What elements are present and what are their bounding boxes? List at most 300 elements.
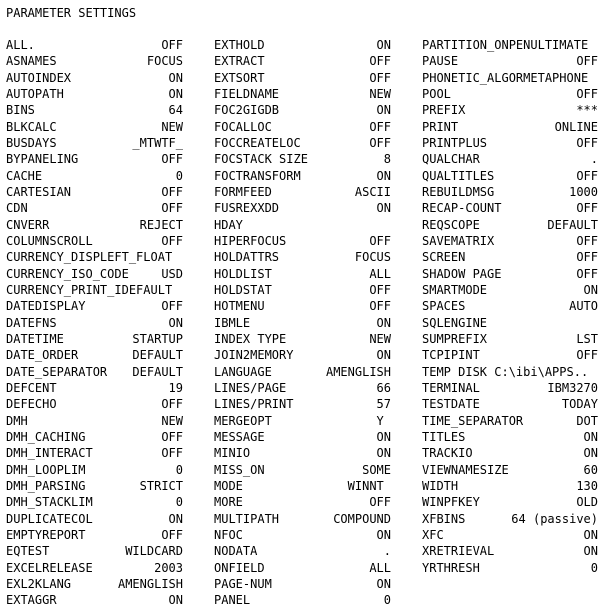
setting-name: DMH_INTERACT bbox=[6, 446, 93, 461]
setting-row bbox=[6, 298, 183, 314]
setting-row bbox=[214, 184, 391, 200]
setting-name: MORE bbox=[214, 495, 243, 510]
setting-row bbox=[214, 102, 391, 118]
page-title: PARAMETER SETTINGS bbox=[6, 6, 137, 20]
setting-name: TRACKIO bbox=[422, 446, 473, 461]
setting-value: FOCUS bbox=[146, 54, 183, 69]
setting-row bbox=[6, 576, 183, 592]
setting-name: INDEX TYPE bbox=[214, 331, 287, 346]
setting-row bbox=[214, 576, 391, 592]
setting-value: OFF bbox=[161, 233, 183, 248]
setting-value: 19 bbox=[168, 380, 183, 395]
setting-row bbox=[214, 249, 391, 265]
setting-value: ON bbox=[583, 282, 598, 297]
setting-name: YRTHRESH bbox=[422, 560, 480, 575]
settings-column-3 bbox=[422, 37, 598, 576]
setting-row bbox=[422, 364, 598, 380]
setting-value: ONLINE bbox=[554, 119, 598, 134]
setting-row bbox=[214, 282, 391, 298]
setting-value: OFF bbox=[161, 184, 183, 199]
setting-name: PAUSE bbox=[422, 54, 459, 69]
setting-row bbox=[6, 37, 183, 53]
setting-name: CNVERR bbox=[6, 217, 50, 232]
setting-value: AMENGLISH bbox=[117, 576, 183, 591]
setting-row bbox=[214, 53, 391, 69]
setting-value: OFF bbox=[161, 152, 183, 167]
setting-name: PAGE-NUM bbox=[214, 576, 272, 591]
setting-name: CURRENCY_ISO_CODE bbox=[6, 266, 129, 281]
setting-row bbox=[422, 217, 598, 233]
setting-name: EXTRACT bbox=[214, 54, 265, 69]
setting-value: DEFAULT bbox=[132, 348, 183, 363]
setting-value: 2003 bbox=[154, 560, 183, 575]
setting-row bbox=[422, 462, 598, 478]
setting-value: ALL bbox=[369, 266, 391, 281]
setting-row bbox=[422, 70, 598, 86]
setting-row bbox=[6, 543, 183, 559]
setting-name: EXL2KLANG bbox=[6, 576, 72, 591]
setting-row bbox=[6, 347, 183, 363]
setting-value: WILDCARD bbox=[125, 544, 183, 559]
setting-name: TCPIPINT bbox=[422, 348, 480, 363]
setting-name: MERGEOPT bbox=[214, 413, 272, 428]
setting-row bbox=[214, 592, 391, 608]
setting-name: HOTMENU bbox=[214, 299, 265, 314]
setting-row bbox=[6, 86, 183, 102]
setting-name: LANGUAGE bbox=[214, 364, 272, 379]
setting-name: BUSDAYS bbox=[6, 135, 57, 150]
setting-row bbox=[422, 266, 598, 282]
setting-value: ON bbox=[376, 576, 391, 591]
setting-value: 0 bbox=[175, 168, 183, 183]
setting-value: OFF bbox=[576, 266, 598, 281]
setting-row bbox=[422, 429, 598, 445]
setting-value: ON bbox=[376, 446, 391, 461]
setting-name: VIEWNAMESIZE bbox=[422, 462, 509, 477]
setting-value: ON bbox=[168, 70, 183, 85]
setting-value: 0 bbox=[383, 593, 391, 608]
setting-value: OFF bbox=[369, 233, 391, 248]
setting-name: DEFECHO bbox=[6, 397, 57, 412]
setting-name: SCREEN bbox=[422, 250, 466, 265]
setting-value: OFF bbox=[369, 282, 391, 297]
setting-value: ALL bbox=[369, 560, 391, 575]
setting-value: OFF bbox=[369, 495, 391, 510]
setting-row bbox=[422, 445, 598, 461]
setting-row bbox=[422, 151, 598, 167]
setting-row bbox=[6, 445, 183, 461]
setting-name: XFC bbox=[422, 527, 444, 542]
setting-value: ON bbox=[376, 348, 391, 363]
setting-value: ON bbox=[376, 429, 391, 444]
setting-row bbox=[6, 200, 183, 216]
setting-name: DATETIME bbox=[6, 331, 64, 346]
setting-name: CARTESIAN bbox=[6, 184, 72, 199]
setting-row bbox=[214, 86, 391, 102]
setting-name: PHONETIC_ALGORMETAPHONE bbox=[422, 70, 589, 85]
setting-row bbox=[214, 70, 391, 86]
setting-row bbox=[214, 151, 391, 167]
setting-value: ON bbox=[583, 446, 598, 461]
setting-value: ON bbox=[168, 86, 183, 101]
setting-name: SPACES bbox=[422, 299, 466, 314]
setting-value: DOT bbox=[576, 413, 598, 428]
setting-name: FOC2GIGDB bbox=[214, 103, 280, 118]
setting-name: EXTSORT bbox=[214, 70, 265, 85]
setting-row bbox=[6, 249, 183, 265]
settings-column-2 bbox=[214, 37, 391, 608]
setting-value: ON bbox=[583, 429, 598, 444]
setting-row bbox=[214, 168, 391, 184]
setting-row bbox=[6, 315, 183, 331]
setting-row bbox=[6, 102, 183, 118]
setting-name: FORMFEED bbox=[214, 184, 272, 199]
setting-name: FOCSTACK SIZE bbox=[214, 152, 308, 167]
setting-value: OFF bbox=[369, 135, 391, 150]
setting-row bbox=[422, 527, 598, 543]
setting-value: 66 bbox=[376, 380, 391, 395]
setting-row bbox=[422, 298, 598, 314]
setting-row bbox=[214, 560, 391, 576]
setting-name: TITLES bbox=[422, 429, 466, 444]
setting-row bbox=[214, 315, 391, 331]
setting-name: BYPANELING bbox=[6, 152, 79, 167]
setting-value: FOCUS bbox=[354, 250, 391, 265]
setting-value: 130 bbox=[576, 478, 598, 493]
setting-name: DMH_PARSING bbox=[6, 478, 86, 493]
setting-name: SUMPREFIX bbox=[422, 331, 488, 346]
setting-name: HOLDSTAT bbox=[214, 282, 272, 297]
setting-row bbox=[422, 413, 598, 429]
setting-value: OFF bbox=[576, 54, 598, 69]
setting-value: OFF bbox=[576, 86, 598, 101]
setting-row bbox=[422, 560, 598, 576]
setting-row bbox=[422, 37, 598, 53]
setting-name: DMH_LOOPLIM bbox=[6, 462, 86, 477]
setting-name: TERMINAL bbox=[422, 380, 480, 395]
setting-name: DATEDISPLAY bbox=[6, 299, 86, 314]
setting-value: NEW bbox=[161, 119, 183, 134]
setting-name: CURRENCY_DISPLEFT_FLOAT bbox=[6, 250, 173, 265]
setting-value: . bbox=[383, 544, 391, 559]
setting-name: REQSCOPE bbox=[422, 217, 480, 232]
setting-value: ON bbox=[376, 527, 391, 542]
setting-name: TEMP DISK C:\ibi\APPS.. bbox=[422, 364, 589, 379]
setting-value: OFF bbox=[161, 446, 183, 461]
setting-name: DEFCENT bbox=[6, 380, 57, 395]
setting-name: EXCELRELEASE bbox=[6, 560, 93, 575]
setting-name: DMH bbox=[6, 413, 28, 428]
setting-value: STARTUP bbox=[132, 331, 183, 346]
setting-value: REJECT bbox=[139, 217, 183, 232]
setting-name: MULTIPATH bbox=[214, 511, 280, 526]
setting-row bbox=[214, 380, 391, 396]
setting-name: XFBINS bbox=[422, 511, 466, 526]
setting-row bbox=[6, 53, 183, 69]
setting-name: DATE_SEPARATOR bbox=[6, 364, 108, 379]
setting-value: DEFAULT bbox=[547, 217, 598, 232]
settings-column-1 bbox=[6, 37, 183, 608]
setting-name: REBUILDMSG bbox=[422, 184, 495, 199]
setting-row bbox=[422, 86, 598, 102]
setting-name: FIELDNAME bbox=[214, 86, 280, 101]
setting-row bbox=[214, 462, 391, 478]
setting-name: WINPFKEY bbox=[422, 495, 480, 510]
setting-row bbox=[6, 413, 183, 429]
setting-value: _MTWTF_ bbox=[132, 135, 183, 150]
setting-row bbox=[422, 347, 598, 363]
setting-name: ONFIELD bbox=[214, 560, 265, 575]
setting-value: ON bbox=[583, 544, 598, 559]
setting-value: OFF bbox=[576, 348, 598, 363]
setting-name: FOCCREATELOC bbox=[214, 135, 301, 150]
setting-name: DATEFNS bbox=[6, 315, 57, 330]
setting-value: 0 bbox=[175, 462, 183, 477]
setting-row bbox=[214, 331, 391, 347]
setting-value: ON bbox=[168, 593, 183, 608]
setting-row bbox=[6, 380, 183, 396]
setting-value: AUTO bbox=[569, 299, 598, 314]
setting-name: RECAP-COUNT bbox=[422, 201, 502, 216]
setting-name: BINS bbox=[6, 103, 35, 118]
setting-row bbox=[6, 233, 183, 249]
setting-value: STRICT bbox=[139, 478, 183, 493]
setting-name: POOL bbox=[422, 86, 451, 101]
setting-name: DMH_STACKLIM bbox=[6, 495, 93, 510]
setting-name: LINES/PRINT bbox=[214, 397, 294, 412]
setting-row bbox=[422, 282, 598, 298]
setting-name: SQLENGINE bbox=[422, 315, 488, 330]
setting-value: OFF bbox=[576, 250, 598, 265]
setting-value: OFF bbox=[369, 70, 391, 85]
setting-row bbox=[6, 494, 183, 510]
setting-value: ON bbox=[376, 315, 391, 330]
setting-row bbox=[422, 119, 598, 135]
setting-row bbox=[422, 184, 598, 200]
setting-name: HOLDATTRS bbox=[214, 250, 280, 265]
setting-value: 8 bbox=[383, 152, 391, 167]
setting-name: EMPTYREPORT bbox=[6, 527, 86, 542]
setting-name: MODE bbox=[214, 478, 243, 493]
setting-name: COLUMNSCROLL bbox=[6, 233, 93, 248]
setting-row bbox=[6, 429, 183, 445]
setting-name: DATE_ORDER bbox=[6, 348, 79, 363]
setting-value: 57 bbox=[376, 397, 391, 412]
setting-row bbox=[422, 315, 598, 331]
setting-row bbox=[214, 266, 391, 282]
setting-row bbox=[214, 233, 391, 249]
setting-value: OFF bbox=[369, 54, 391, 69]
setting-name: EXTHOLD bbox=[214, 38, 265, 52]
setting-row bbox=[214, 200, 391, 216]
setting-value: LST bbox=[576, 331, 598, 346]
setting-value: AMENGLISH bbox=[325, 364, 391, 379]
setting-row bbox=[214, 511, 391, 527]
setting-value: ON bbox=[376, 168, 391, 183]
setting-value: OFF bbox=[576, 201, 598, 216]
setting-value: OFF bbox=[161, 527, 183, 542]
setting-row bbox=[214, 413, 391, 429]
setting-row bbox=[6, 560, 183, 576]
setting-name: ALL. bbox=[6, 38, 35, 52]
setting-row bbox=[214, 396, 391, 412]
setting-row bbox=[6, 511, 183, 527]
setting-row bbox=[214, 298, 391, 314]
setting-row bbox=[6, 266, 183, 282]
setting-row bbox=[6, 135, 183, 151]
setting-value: ON bbox=[168, 511, 183, 526]
setting-value: OFF bbox=[369, 299, 391, 314]
setting-name: AUTOPATH bbox=[6, 86, 64, 101]
setting-row bbox=[422, 233, 598, 249]
setting-value: OFF bbox=[576, 135, 598, 150]
setting-row bbox=[6, 478, 183, 494]
setting-value: *** bbox=[576, 103, 598, 118]
setting-row bbox=[214, 429, 391, 445]
setting-name: LINES/PAGE bbox=[214, 380, 287, 395]
setting-row bbox=[6, 527, 183, 543]
setting-name: IBMLE bbox=[214, 315, 251, 330]
setting-value: OFF bbox=[576, 233, 598, 248]
setting-name: JOIN2MEMORY bbox=[214, 348, 294, 363]
setting-value: TODAY bbox=[561, 397, 598, 412]
setting-value: IBM3270 bbox=[547, 380, 598, 395]
setting-value: OFF bbox=[161, 429, 183, 444]
setting-row bbox=[422, 511, 598, 527]
setting-value: OFF bbox=[161, 201, 183, 216]
setting-row bbox=[422, 494, 598, 510]
setting-name: DMH_CACHING bbox=[6, 429, 86, 444]
setting-name: QUALCHAR bbox=[422, 152, 480, 167]
setting-row bbox=[6, 592, 183, 608]
setting-name: WIDTH bbox=[422, 478, 459, 493]
setting-value: ON bbox=[376, 38, 391, 52]
setting-row bbox=[6, 119, 183, 135]
setting-value: Y bbox=[376, 413, 391, 428]
setting-row bbox=[214, 543, 391, 559]
setting-row bbox=[214, 478, 391, 494]
setting-value: 0 bbox=[590, 560, 598, 575]
setting-row bbox=[214, 37, 391, 53]
setting-name: HDAY bbox=[214, 217, 243, 232]
setting-name: PANEL bbox=[214, 593, 251, 608]
setting-name: SAVEMATRIX bbox=[422, 233, 495, 248]
setting-name: EQTEST bbox=[6, 544, 50, 559]
setting-row bbox=[214, 527, 391, 543]
setting-value: NEW bbox=[161, 413, 183, 428]
setting-value: OFF bbox=[369, 119, 391, 134]
setting-name: FOCTRANSFORM bbox=[214, 168, 301, 183]
setting-row bbox=[422, 396, 598, 412]
setting-name: CDN bbox=[6, 201, 28, 216]
setting-name: PARTITION_ONPENULTIMATE bbox=[422, 38, 589, 52]
setting-value: 1000 bbox=[569, 184, 598, 199]
setting-name: SHADOW PAGE bbox=[422, 266, 502, 281]
setting-row bbox=[214, 364, 391, 380]
setting-value: ASCII bbox=[354, 184, 391, 199]
setting-name: AUTOINDEX bbox=[6, 70, 72, 85]
setting-row bbox=[422, 543, 598, 559]
setting-row bbox=[422, 135, 598, 151]
setting-value: 60 bbox=[583, 462, 598, 477]
setting-row bbox=[6, 184, 183, 200]
setting-name: MESSAGE bbox=[214, 429, 265, 444]
setting-value: ON bbox=[376, 103, 391, 118]
setting-name: XRETRIEVAL bbox=[422, 544, 495, 559]
setting-name: DUPLICATECOL bbox=[6, 511, 93, 526]
setting-name: HIPERFOCUS bbox=[214, 233, 287, 248]
setting-row bbox=[422, 478, 598, 494]
setting-row bbox=[6, 396, 183, 412]
setting-value: . bbox=[590, 152, 598, 167]
setting-name: FUSREXXDD bbox=[214, 201, 280, 216]
setting-row bbox=[214, 347, 391, 363]
setting-name: QUALTITLES bbox=[422, 168, 495, 183]
setting-name: PREFIX bbox=[422, 103, 466, 118]
setting-row bbox=[422, 53, 598, 69]
setting-name: NFOC bbox=[214, 527, 243, 542]
setting-row bbox=[422, 380, 598, 396]
setting-value: 64 bbox=[168, 103, 183, 118]
setting-name: NODATA bbox=[214, 544, 258, 559]
setting-name: MINIO bbox=[214, 446, 251, 461]
setting-row bbox=[6, 331, 183, 347]
setting-value: ON bbox=[376, 201, 391, 216]
setting-name: HOLDLIST bbox=[214, 266, 272, 281]
setting-value: OFF bbox=[161, 397, 183, 412]
setting-name: PRINT bbox=[422, 119, 459, 134]
setting-row bbox=[422, 168, 598, 184]
setting-value: ON bbox=[583, 527, 598, 542]
setting-row bbox=[214, 445, 391, 461]
setting-name: TIME_SEPARATOR bbox=[422, 413, 524, 428]
setting-name: FOCALLOC bbox=[214, 119, 272, 134]
setting-row bbox=[6, 282, 183, 298]
setting-value: WINNT bbox=[347, 478, 391, 493]
setting-value: DEFAULT bbox=[132, 364, 183, 379]
setting-name: ASNAMES bbox=[6, 54, 57, 69]
setting-name: CACHE bbox=[6, 168, 43, 183]
setting-value: NEW bbox=[369, 331, 391, 346]
setting-name: TESTDATE bbox=[422, 397, 480, 412]
setting-row bbox=[214, 119, 391, 135]
setting-value: OLD bbox=[576, 495, 598, 510]
setting-name: PRINTPLUS bbox=[422, 135, 488, 150]
setting-row bbox=[214, 494, 391, 510]
setting-row bbox=[422, 249, 598, 265]
setting-value: NEW bbox=[369, 86, 391, 101]
setting-value: 64 (passive) bbox=[511, 511, 598, 526]
setting-name: MISS_ON bbox=[214, 462, 265, 477]
setting-value: OFF bbox=[161, 38, 183, 52]
setting-row bbox=[422, 331, 598, 347]
setting-row bbox=[422, 102, 598, 118]
setting-value: 0 bbox=[175, 495, 183, 510]
setting-row bbox=[422, 200, 598, 216]
setting-row bbox=[6, 217, 183, 233]
setting-value: ON bbox=[168, 315, 183, 330]
setting-row bbox=[6, 168, 183, 184]
setting-row bbox=[214, 135, 391, 151]
setting-row bbox=[6, 151, 183, 167]
setting-row bbox=[214, 217, 391, 233]
setting-row bbox=[6, 364, 183, 380]
setting-name: EXTAGGR bbox=[6, 593, 57, 608]
setting-value: SOME bbox=[362, 462, 391, 477]
setting-row bbox=[6, 462, 183, 478]
setting-row bbox=[6, 70, 183, 86]
setting-name: BLKCALC bbox=[6, 119, 57, 134]
